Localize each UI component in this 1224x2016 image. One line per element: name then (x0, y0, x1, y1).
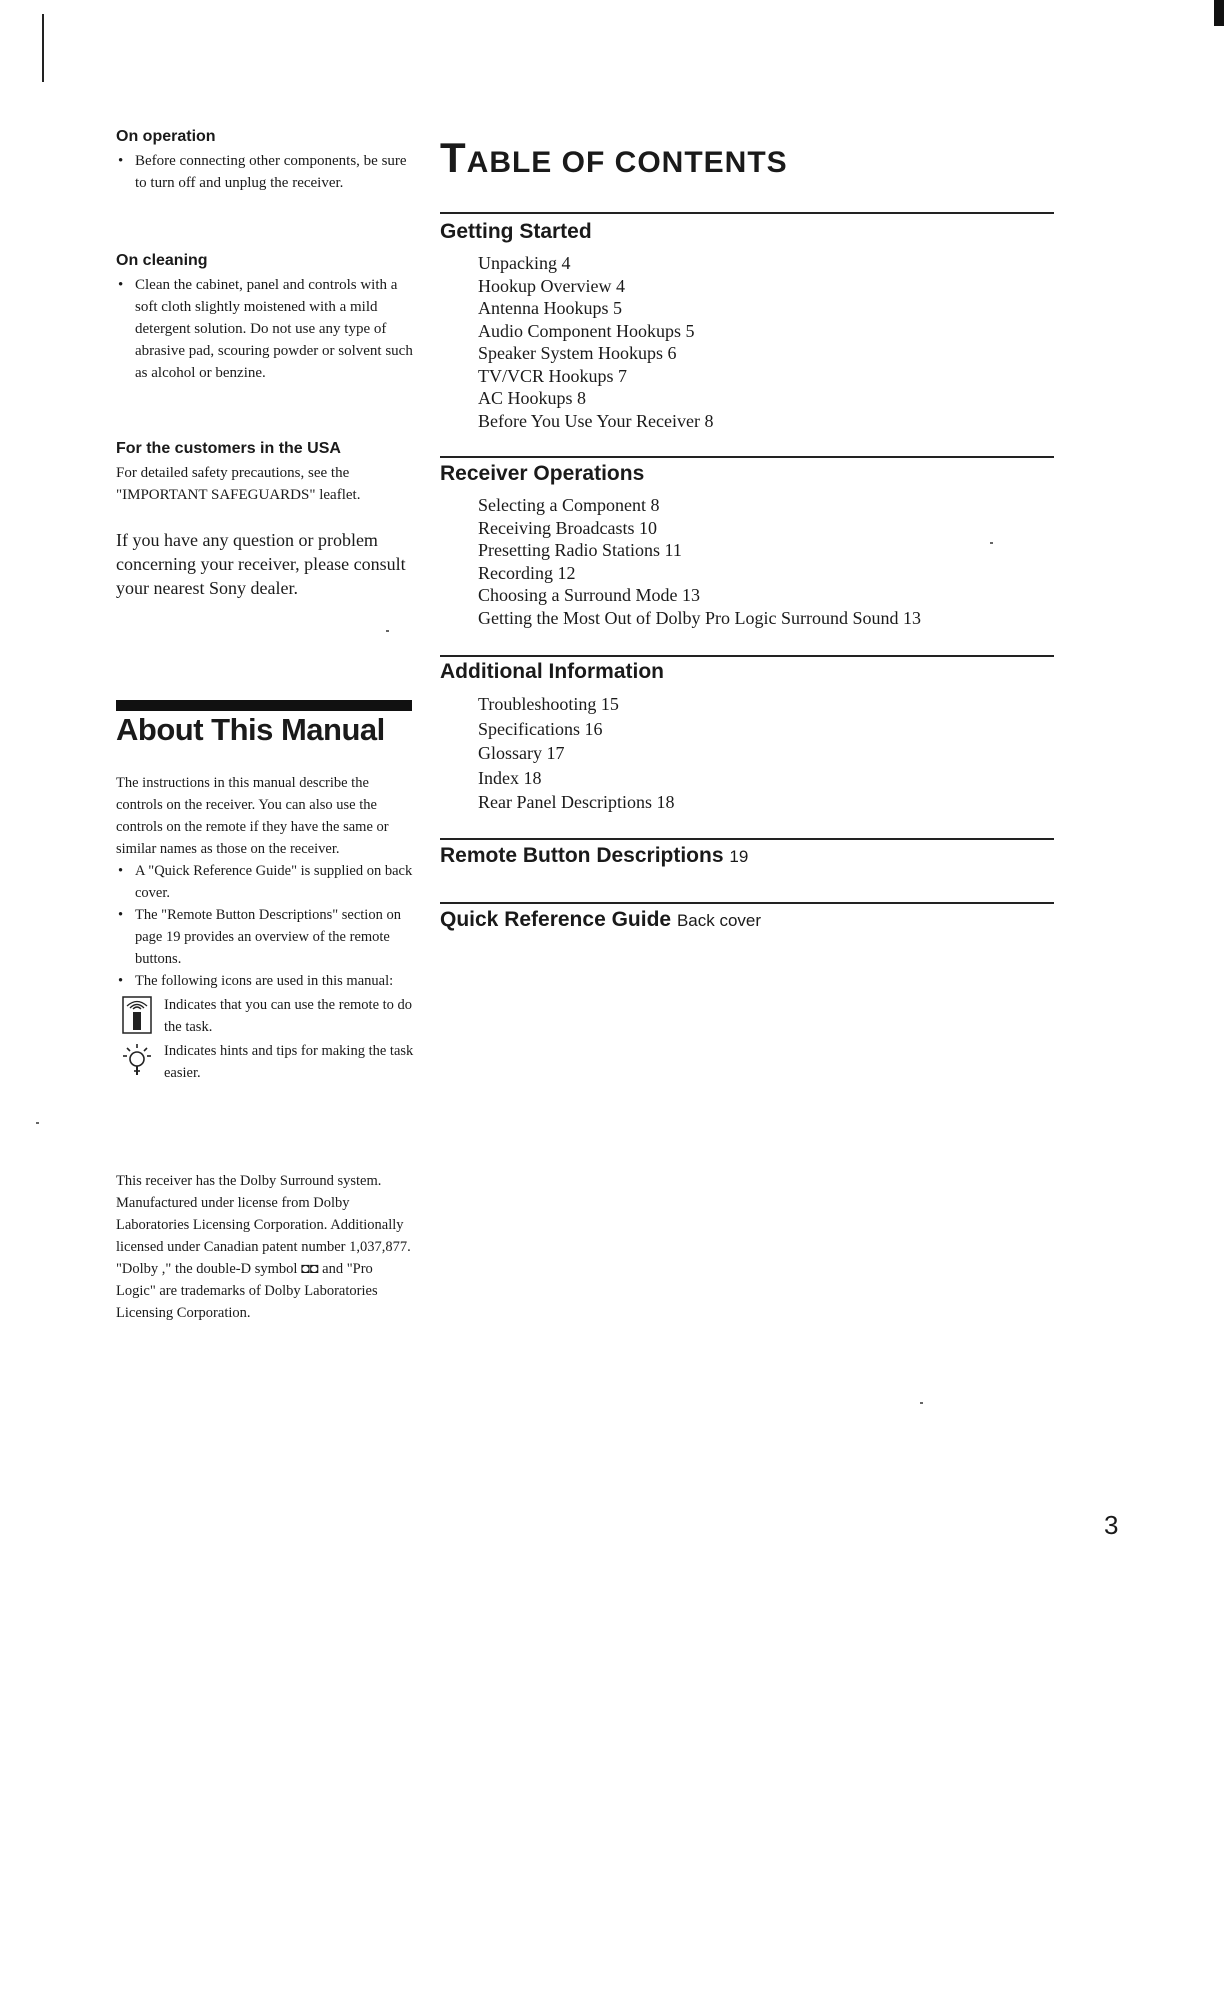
customers-usa-heading: For the customers in the USA (116, 440, 341, 457)
lightbulb-tip-icon (122, 1042, 152, 1080)
toc-item: Troubleshooting 15 (478, 694, 619, 714)
dolby-notice-text: This receiver has the Dolby Surround system. Manufactured under license from Dolby Laboratories Licensing Corporation. Additionally licensed under Canadian patent number 1,037,877. "Dolby ," the double-D symbol ◘◘ and "Pro Logic" are trademarks of Dolby Laboratories Licensing Corporation. (116, 1173, 411, 1321)
toc-section-heading: Receiver Operations (440, 462, 645, 485)
toc-divider (440, 456, 1054, 458)
toc-section-list (478, 252, 713, 432)
scan-speck (990, 542, 993, 544)
toc-item: AC Hookups 8 (478, 388, 587, 408)
toc-divider (440, 212, 1054, 214)
toc-item: Before You Use Your Receiver 8 (478, 410, 714, 431)
toc-item: Choosing a Surround Mode 13 (478, 585, 700, 605)
toc-title-rest: ABLE OF CONTENTS (466, 146, 788, 179)
toc-item: Selecting a Component 8 (478, 495, 660, 515)
icon-legend-tip (116, 1040, 416, 1084)
about-intro: The instructions in this manual describe the controls on the receiver. You can also use the controls on the remote if they have the same or similar names as those on the receiver. (116, 775, 389, 857)
toc-item: Glossary 17 (478, 743, 565, 763)
toc-divider (440, 902, 1054, 904)
toc-item: Getting the Most Out of Dolby Pro Logic Surround Sound 13 (478, 607, 921, 628)
toc-divider (440, 655, 1054, 657)
icon-legend-tip-text: Indicates hints and tips for making the task easier. (164, 1043, 414, 1081)
scan-speck (386, 630, 389, 632)
toc-section-list (478, 494, 921, 629)
toc-section-heading-quick (440, 908, 761, 932)
toc-title-cap: T (440, 134, 467, 181)
customers-usa-text: For detailed safety precautions, see the "IMPORTANT SAFEGUARDS" leaflet. (116, 465, 361, 503)
toc-heading-text: Quick Reference Guide (440, 908, 672, 931)
toc-item: Receiving Broadcasts 10 (478, 517, 657, 538)
about-bullet: • A "Quick Reference Guide" is supplied on back cover. (116, 860, 416, 904)
toc-heading-page: Back cover (676, 911, 762, 930)
toc-section-list (478, 692, 674, 815)
toc-item: Rear Panel Descriptions 18 (478, 792, 675, 812)
icon-legend-remote (116, 994, 416, 1038)
icon-legend-remote-text: Indicates that you can use the remote to do the task. (164, 997, 413, 1035)
remote-control-icon (122, 996, 152, 1034)
about-bullet: • The "Remote Button Descriptions" section on page 19 provides an overview of the remote buttons. (116, 904, 416, 970)
toc-section-heading: Getting Started (440, 220, 592, 243)
toc-item: Hookup Overview 4 (478, 275, 625, 296)
page-number: 3 (1104, 1510, 1119, 1540)
about-heading-bar (116, 700, 412, 711)
customers-usa-section (116, 440, 416, 506)
toc-heading-page: 19 (729, 847, 749, 866)
on-operation-section (116, 128, 416, 194)
corner-tab-mark (1214, 0, 1224, 26)
on-cleaning-heading: On cleaning (116, 252, 208, 269)
question-note: If you have any question or problem concerning your receiver, please consult your nearest Sony dealer. (116, 530, 406, 598)
toc-item: TV/VCR Hookups 7 (478, 365, 628, 386)
scan-speck (36, 1122, 39, 1124)
toc-section-heading-remote (440, 844, 748, 868)
about-manual-title: About This Manual (116, 712, 385, 747)
scan-speck (920, 1402, 923, 1404)
toc-item: Unpacking 4 (478, 253, 571, 273)
question-note-section (116, 528, 416, 600)
dolby-notice (116, 1170, 416, 1324)
toc-section-heading: Additional Information (440, 660, 664, 683)
toc-item: Presetting Radio Stations 11 (478, 540, 682, 560)
on-cleaning-bullet: • Clean the cabinet, panel and controls with a soft cloth slightly moistened with a mild detergent solution. Do not use any type of abrasive pad, scouring powder or solvent such as alcohol or benzine. (116, 274, 416, 384)
about-manual-body (116, 772, 416, 1084)
on-operation-heading: On operation (116, 128, 216, 145)
binding-mark (42, 14, 44, 82)
toc-title (440, 134, 788, 182)
on-operation-bullet: • Before connecting other components, be sure to turn off and unplug the receiver. (116, 150, 416, 194)
toc-divider (440, 838, 1054, 840)
toc-item: Recording 12 (478, 562, 576, 583)
toc-item: Index 18 (478, 767, 542, 788)
about-bullet: • The following icons are used in this manual: (116, 970, 416, 992)
toc-item: Antenna Hookups 5 (478, 298, 622, 318)
toc-item: Speaker System Hookups 6 (478, 343, 677, 363)
on-cleaning-section (116, 252, 416, 384)
toc-item: Specifications 16 (478, 718, 603, 739)
toc-heading-text: Remote Button Descriptions (440, 844, 724, 867)
toc-item: Audio Component Hookups 5 (478, 320, 695, 341)
